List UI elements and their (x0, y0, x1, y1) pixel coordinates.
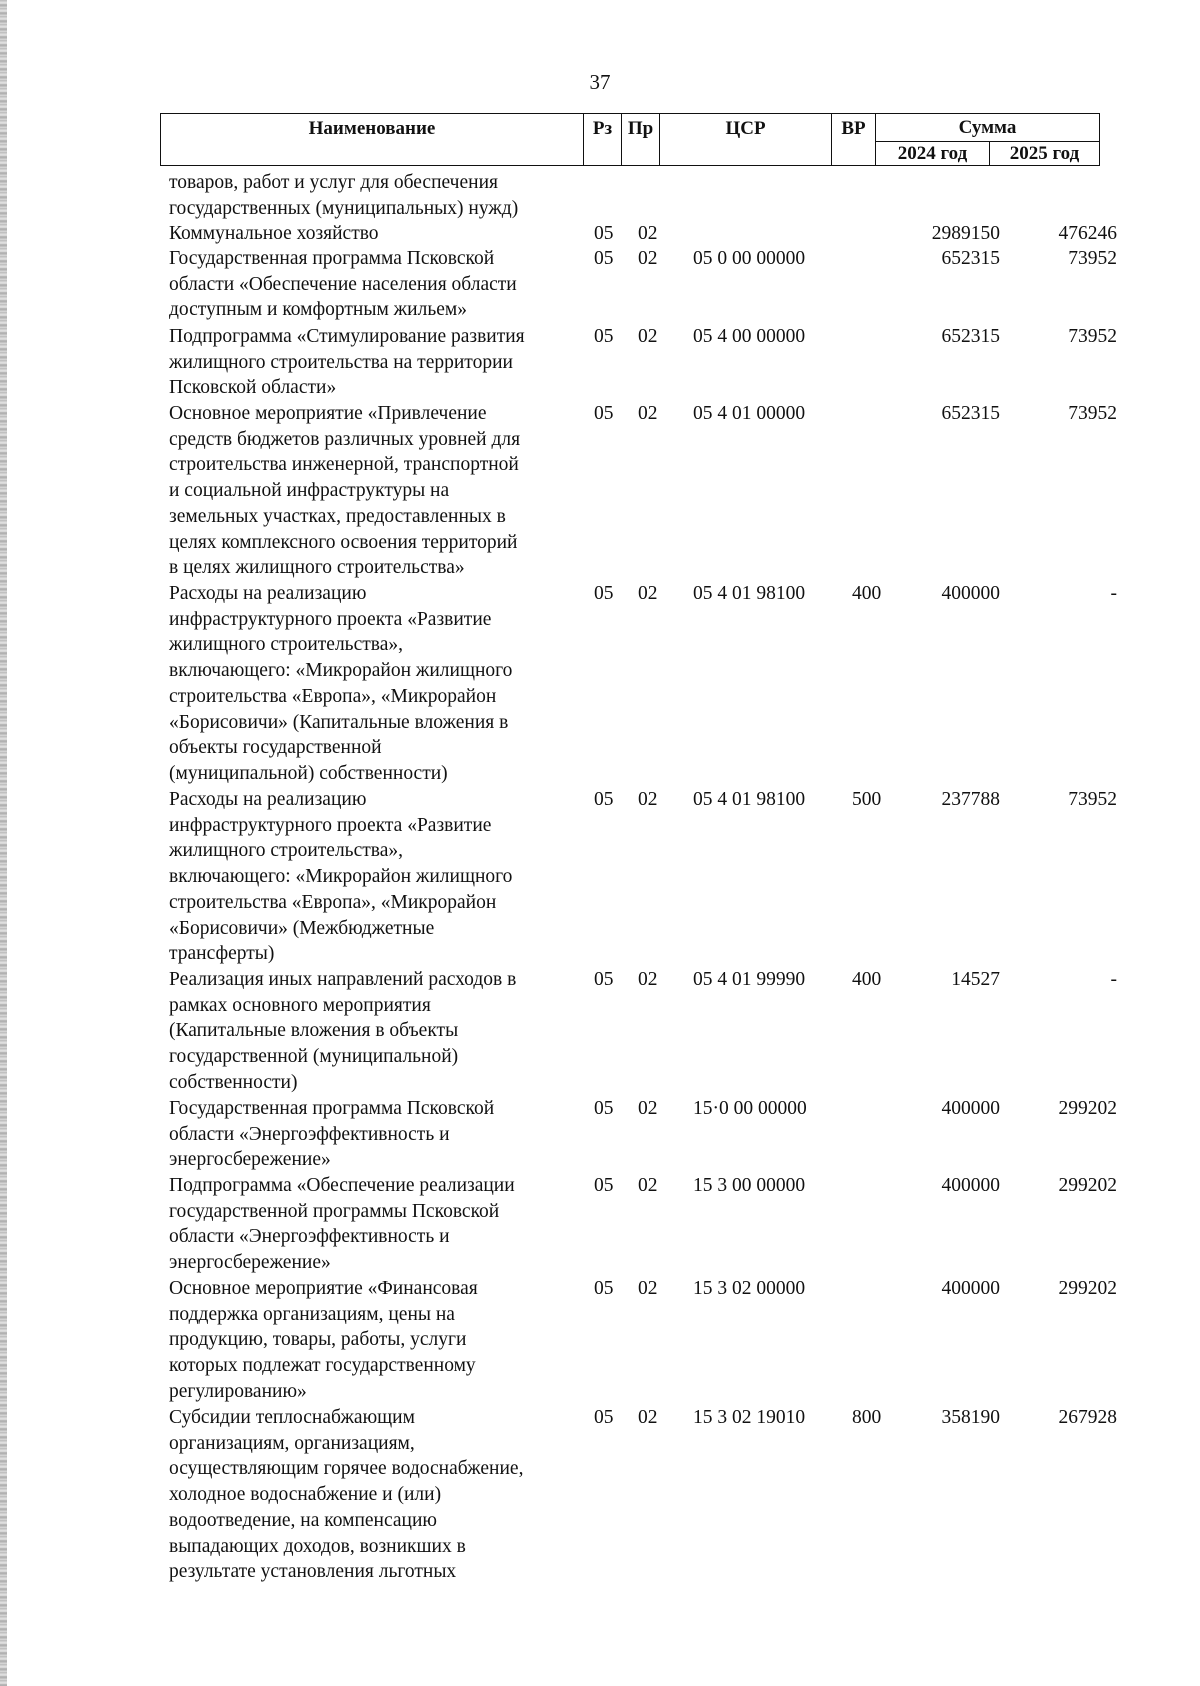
row-csr: 15 3 02 19010 (693, 1407, 806, 1428)
row-rz: 05 (594, 326, 614, 347)
row-name: Государственная программа Псковской области «Обеспечение населения области доступным и комфортным жильем» (169, 248, 517, 321)
row-name: Коммунальное хозяйство (169, 223, 379, 244)
row-sum-2024: 400000 (941, 1175, 1000, 1196)
row-sum-2025: 267928 (1058, 1407, 1117, 1428)
row-rz: 05 (594, 789, 614, 810)
row-csr: 05 4 00 00000 (693, 326, 806, 347)
row-pr: 02 (638, 1175, 658, 1196)
row-name: Подпрограмма «Стимулирование развития жилищного строительства на территории Псковской области» (169, 326, 525, 399)
header-year-2024: 2024 год (876, 142, 990, 166)
row-sum-2024: 237788 (941, 789, 1000, 810)
row-csr: 15 3 00 00000 (693, 1175, 806, 1196)
row-csr: 05 0 00 00000 (693, 248, 806, 269)
header-vr: ВР (832, 114, 876, 166)
row-csr: 05 4 01 98100 (693, 789, 806, 810)
row-pr: 02 (638, 1407, 658, 1428)
scanned-page-edge (0, 0, 7, 1686)
row-sum-2025: 73952 (1068, 248, 1117, 269)
header-name: Наименование (161, 114, 584, 166)
row-pr: 02 (638, 789, 658, 810)
row-sum-2025: - (1110, 969, 1117, 990)
table-header (160, 113, 1100, 166)
row-rz: 05 (594, 1407, 614, 1428)
header-rz: Рз (584, 114, 622, 166)
row-name: Расходы на реализацию инфраструктурного проекта «Развитие жилищного строительства», включающего: «Микрорайон жилищного строительства «Европа», «Микрорайон «Борисовичи» (Капитальные вложения в объекты государственной (муниципальной) собственности) (169, 583, 513, 784)
row-name: Основное мероприятие «Финансовая поддержка организациям, цены на продукцию, товары, работы, услуги которых подлежат государственному регулированию» (169, 1278, 478, 1402)
row-pr: 02 (638, 403, 658, 424)
row-sum-2025: 476246 (1058, 223, 1117, 244)
page-number: 37 (589, 70, 611, 94)
header-year-2025: 2025 год (990, 142, 1100, 166)
row-sum-2024: 652315 (941, 403, 1000, 424)
row-sum-2025: 73952 (1068, 789, 1117, 810)
row-pr: 02 (638, 223, 658, 244)
row-rz: 05 (594, 1175, 614, 1196)
row-sum-2024: 652315 (941, 248, 1000, 269)
row-rz: 05 (594, 223, 614, 244)
row-name: Основное мероприятие «Привлечение средств бюджетов различных уровней для строительства инженерной, транспортной и социальной инфраструктуры на земельных участках, предоставленных в целях комплексного освоения территорий в целях жилищного строительства» (169, 403, 521, 579)
row-name: товаров, работ и услуг для обеспечения государственных (муниципальных) нужд) (169, 172, 519, 219)
row-sum-2024: 400000 (941, 1098, 1000, 1119)
row-sum-2025: - (1110, 583, 1117, 604)
row-pr: 02 (638, 248, 658, 269)
row-csr: 05 4 01 00000 (693, 403, 806, 424)
row-csr: 15·0 00 00000 (693, 1098, 807, 1119)
row-sum-2024: 400000 (941, 583, 1000, 604)
row-vr: 500 (852, 789, 882, 810)
header-sum: Сумма (876, 114, 1100, 142)
row-pr: 02 (638, 326, 658, 347)
row-sum-2025: 73952 (1068, 403, 1117, 424)
row-rz: 05 (594, 1278, 614, 1299)
row-sum-2024: 358190 (941, 1407, 1000, 1428)
row-sum-2025: 299202 (1058, 1278, 1117, 1299)
row-rz: 05 (594, 969, 614, 990)
row-name: Подпрограмма «Обеспечение реализации государственной программы Псковской области «Энергоэффективность и энергосбережение» (169, 1175, 515, 1274)
row-pr: 02 (638, 1278, 658, 1299)
row-sum-2024: 14527 (951, 969, 1000, 990)
row-pr: 02 (638, 969, 658, 990)
row-pr: 02 (638, 1098, 658, 1119)
row-csr: 05 4 01 99990 (693, 969, 806, 990)
row-sum-2025: 299202 (1058, 1098, 1117, 1119)
header-csr: ЦСР (660, 114, 832, 166)
row-vr: 400 (852, 969, 882, 990)
row-rz: 05 (594, 583, 614, 604)
header-pr: Пр (622, 114, 660, 166)
row-vr: 400 (852, 583, 882, 604)
row-sum-2024: 652315 (941, 326, 1000, 347)
row-sum-2025: 73952 (1068, 326, 1117, 347)
row-name: Государственная программа Псковской области «Энергоэффективность и энергосбережение» (169, 1098, 495, 1171)
row-sum-2024: 2989150 (931, 223, 1000, 244)
row-csr: 15 3 02 00000 (693, 1278, 806, 1299)
row-rz: 05 (594, 1098, 614, 1119)
row-name: Субсидии теплоснабжающим организациям, организациям, осуществляющим горячее водоснабжение, холодное водоснабжение и (или) водоотведение, на компенсацию выпадающих доходов, возникших в результате установления льготных (169, 1407, 524, 1583)
row-csr: 05 4 01 98100 (693, 583, 806, 604)
row-name: Расходы на реализацию инфраструктурного проекта «Развитие жилищного строительства», включающего: «Микрорайон жилищного строительства «Европа», «Микрорайон «Борисовичи» (Межбюджетные трансферты) (169, 789, 513, 965)
row-rz: 05 (594, 403, 614, 424)
row-pr: 02 (638, 583, 658, 604)
row-sum-2025: 299202 (1058, 1175, 1117, 1196)
row-rz: 05 (594, 248, 614, 269)
row-sum-2024: 400000 (941, 1278, 1000, 1299)
row-vr: 800 (852, 1407, 882, 1428)
row-name: Реализация иных направлений расходов в рамках основного мероприятия (Капитальные вложения в объекты государственной (муниципальной) собственности) (169, 969, 517, 1093)
